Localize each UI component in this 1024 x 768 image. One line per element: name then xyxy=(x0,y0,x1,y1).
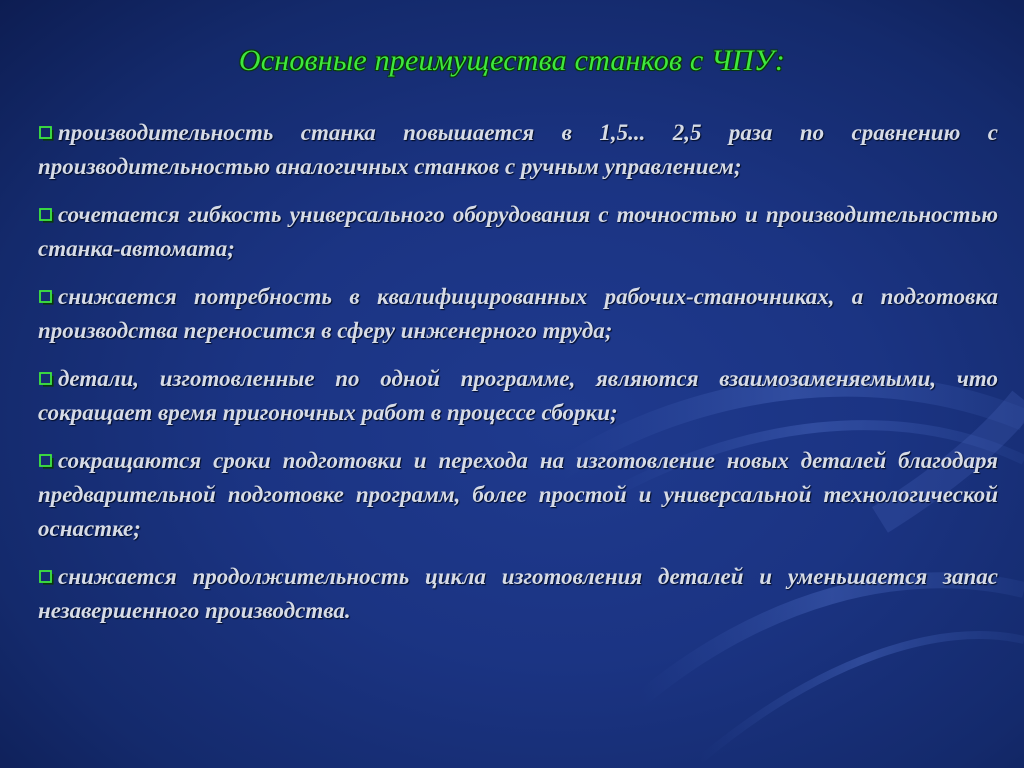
list-item-text: сокращаются сроки подготовки и перехода на изготовление новых деталей благодаря предварительной подготовке программ, более простой и универсальной технологической оснастке; xyxy=(38,448,998,541)
checkbox-bullet-icon xyxy=(38,125,54,141)
list-item-text: сочетается гибкость универсального оборудования с точностью и производительностью станка-автомата; xyxy=(38,202,998,261)
list-item-text: производительность станка повышается в 1,5... 2,5 раза по сравнению с производительностью аналогичных станков с ручным управлением; xyxy=(38,120,998,179)
checkbox-bullet-icon xyxy=(38,371,54,387)
list-item xyxy=(38,444,998,546)
list-item xyxy=(38,362,998,430)
slide-title: Основные преимущества станков с ЧПУ: xyxy=(238,44,786,77)
list-item-text: снижается потребность в квалифицированных рабочих-станочниках, а подготовка производства переносится в сферу инженерного труда; xyxy=(38,284,998,343)
list-item-text: детали, изготовленные по одной программе, являются взаимозаменяемыми, что сокращает время пригоночных работ в процессе сборки; xyxy=(38,366,998,425)
checkbox-bullet-icon xyxy=(38,569,54,585)
list-item xyxy=(38,116,998,184)
checkbox-bullet-icon xyxy=(38,289,54,305)
list-item xyxy=(38,280,998,348)
checkbox-bullet-icon xyxy=(38,453,54,469)
list-item xyxy=(38,198,998,266)
advantages-list xyxy=(38,116,998,642)
list-item xyxy=(38,560,998,628)
list-item-text: снижается продолжительность цикла изготовления деталей и уменьшается запас незавершенного производства. xyxy=(38,564,998,623)
checkbox-bullet-icon xyxy=(38,207,54,223)
